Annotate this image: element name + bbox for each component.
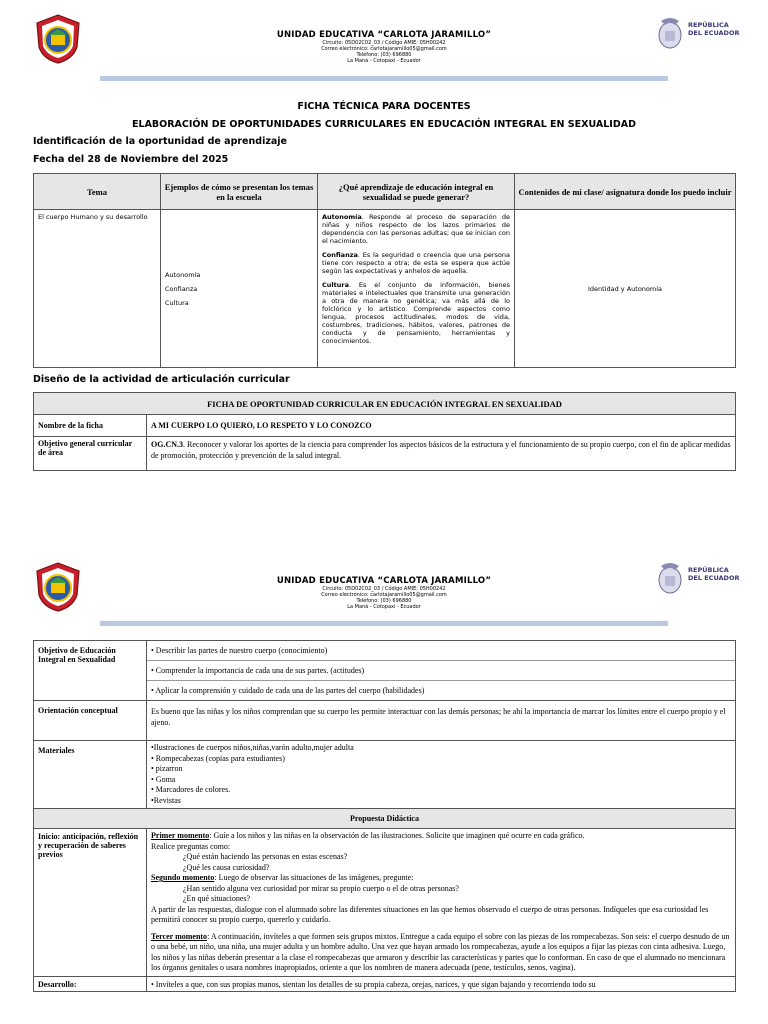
- page-2: [0, 548, 768, 1024]
- term-definition: . Responde al proceso de separación de niñas y niños respecto de los lazos primarios de dependencia con las personas adultas; que se inician con el nacimiento.: [322, 213, 510, 245]
- materials-cell: [147, 741, 736, 809]
- header-text: [200, 30, 568, 64]
- col-header-tema: Tema: [34, 174, 161, 210]
- momento-1-text: : Guíe a los niños y las niñas en la observación de las ilustraciones. Solicite que imaginen qué ocurre en cada gráfico.: [209, 831, 585, 840]
- nombre-label: Nombre de la ficha: [34, 415, 147, 437]
- momento-2-title: Segundo momento: [151, 873, 215, 882]
- ecuador-shield-icon: [655, 560, 685, 598]
- proposal-table: [33, 640, 736, 992]
- obj-item: • Describir las partes de nuestro cuerpo (conocimiento): [147, 641, 735, 661]
- ejemplo-item: Confianza: [165, 284, 198, 293]
- school-name: UNIDAD EDUCATIVA “CARLOTA JARAMILLO”: [276, 30, 492, 40]
- momento-3-text: : A continuación, invíteles a que formen seis grupos mixtos. Entregue a cada equipo el sobre con las piezas de los rompecabezas. Son seis: el cuerpo desnudo de un o una bebé, un niño, una niña, una mujer adulta y un hombre adulto. Una vez que hayan armado los rompecabezas, ayude a los equipos a fijar las piezas con cinta adhesiva. Luego, los niños y las niñas deberán presentar a la clase el rompecabezas que armaron y describir las características y partes que lo conforman. En caso de que el alumnado no mencionara los órganos genitales o usara nombres inapropiados, oriente a que los nombren de manera adecuada (pene, testículos, senos, vagina).: [151, 931, 730, 972]
- document-subtitle: ELABORACIÓN DE OPORTUNIDADES CURRICULARES EN EDUCACIÓN INTEGRAL EN SEXUALIDAD: [132, 119, 636, 130]
- school-name: UNIDAD EDUCATIVA “CARLOTA JARAMILLO”: [276, 576, 492, 586]
- obj-eis-cell: [147, 641, 736, 701]
- orient-text: Es bueno que las niñas y los niños comprendan que su cuerpo les permite interactuar con las demás personas; he ahí la importancia de marcar los límites entre el cuerpo propio y el ajeno.: [147, 701, 736, 741]
- inicio-label: Inicio: anticipación, reflexión y recuperación de saberes previos: [34, 829, 147, 977]
- obj-item: • Comprender la importancia de cada una de sus partes. (actitudes): [147, 661, 735, 681]
- orient-label: Orientación conceptual: [34, 701, 147, 741]
- material-item: • Rompecabezas (copias para estudiantes): [151, 753, 285, 763]
- header-circuit: Circuito: 05D02C02_03 / Código AMIE: 05H00242: [322, 586, 446, 592]
- question-item: ¿Han sentido alguna vez curiosidad por mirar su propio cuerpo o el de otras personas?: [183, 883, 459, 893]
- momento-2-text: : Luego de observar las situaciones de las imágenes, pregunte:: [214, 873, 414, 882]
- document-title: FICHA TÉCNICA PARA DOCENTES: [297, 101, 471, 112]
- desarrollo-label: Desarrollo:: [34, 976, 147, 991]
- date-heading: Fecha del 28 de Noviembre del 2025: [33, 154, 229, 165]
- objetivo-text: . Reconocer y valorar los aportes de la ciencia para comprender los aspectos básicos de la estructura y el funcionamiento de su propio cuerpo, con el fin de aplicar medidas de promoción, protección y prevención de la salud integral.: [151, 440, 731, 460]
- design-heading: Diseño de la actividad de articulación curricular: [33, 374, 290, 385]
- term-label: Confianza: [322, 251, 358, 259]
- republica-line2: DEL ECUADOR: [688, 574, 740, 582]
- header-phone: Teléfono: (03) 696880: [356, 598, 412, 604]
- momento-1-title: Primer momento: [151, 831, 210, 840]
- col-header-contenidos: Contenidos de mi clase/ asignatura donde los puedo incluir: [515, 174, 736, 210]
- material-item: •Ilustraciones de cuerpos niños,niñas,varón adulto,mujer adulta: [151, 743, 354, 752]
- header-phone: Teléfono: (03) 696880: [356, 52, 412, 58]
- republica-line1: REPÚBLICA: [688, 21, 729, 29]
- term-definition: . Es el conjunto de información, bienes materiales e intelectuales que transmite una generación a otra de manera no genética; va más allá de lo folclórico y lo artístico. Comprende aspectos como lengua, procesos actitudinales, modos de vida, costumbres, tradiciones, hábitos, valores, patrones de conducta y de pensamiento, herramientas y conocimientos.: [322, 281, 510, 345]
- cell-tema: El cuerpo Humano y su desarrollo: [34, 210, 161, 368]
- school-logo-icon: [33, 13, 83, 65]
- school-logo-icon: [33, 561, 83, 613]
- cell-contenidos: Identidad y Autonomía: [515, 210, 736, 368]
- momento-2-followup: A partir de las respuestas, dialogue con el alumnado sobre las diferentes situaciones en las que hemos observado el cuerpo de otras personas. Indíqueles que esa curiosidad les permitirá conocer su propio cuerpo, quererlo y cuidarlo.: [151, 904, 709, 924]
- ecuador-logo: [655, 560, 765, 600]
- header-circuit: Circuito: 05D02C02_03 / Código AMIE: 05H00242: [322, 40, 446, 46]
- ejemplo-item: Cultura: [165, 298, 189, 307]
- identification-heading: Identificación de la oportunidad de aprendizaje: [33, 136, 287, 147]
- momento-3-title: Tercer momento: [151, 931, 208, 941]
- momento-1-prompt: Realice preguntas como:: [151, 841, 231, 851]
- republica-line1: REPÚBLICA: [688, 566, 729, 574]
- cell-aprendizajes: [318, 210, 515, 368]
- propuesta-banner: Propuesta Didáctica: [34, 809, 736, 829]
- page-1: [0, 0, 768, 488]
- obj-eis-label: Objetivo de Educación Integral en Sexualidad: [34, 641, 147, 701]
- aprendizaje-cultura: [322, 281, 510, 345]
- material-item: •Revistas: [151, 795, 181, 805]
- desarrollo-text: • Invíteles a que, con sus propias manos, sientan los detalles de su propia cabeza, orejas, narices, y que sigan bajando y recorriendo todo su: [147, 976, 736, 991]
- aprendizaje-autonomia: [322, 213, 510, 245]
- question-item: ¿Qué les causa curiosidad?: [183, 862, 270, 872]
- term-definition: . Es la seguridad o creencia que una persona tiene con respecto a otra; de esta se espera que actúe según las expectativas y anhelos de aquella.: [322, 251, 510, 275]
- ecuador-shield-icon: [655, 15, 685, 53]
- inicio-cell: [147, 829, 736, 977]
- ficha-table: [33, 392, 736, 471]
- col-header-aprendizaje: ¿Qué aprendizaje de educación integral en sexualidad se puede generar?: [318, 174, 515, 210]
- header-divider: [100, 76, 668, 81]
- ecuador-logo: [655, 15, 765, 55]
- republica-text: [688, 566, 740, 582]
- aprendizaje-confianza: [322, 251, 510, 275]
- header-email: Correo electrónico: carlotajaramillo05@gmail.com: [321, 46, 447, 52]
- objetivo-code: OG.CN.3: [151, 440, 183, 449]
- material-item: • pizarron: [151, 764, 183, 773]
- cell-ejemplos: [161, 210, 318, 368]
- material-item: • Marcadores de colores.: [151, 785, 231, 794]
- col-header-ejemplos: Ejemplos de cómo se presentan los temas en la escuela: [161, 174, 318, 210]
- republica-line2: DEL ECUADOR: [688, 29, 740, 37]
- momento-2: [151, 873, 731, 884]
- objetivo-label: Objetivo general curricular de área: [34, 437, 147, 471]
- ejemplo-item: Autonomía: [165, 270, 201, 279]
- objetivo-value: [147, 437, 736, 471]
- page-header: [0, 548, 768, 628]
- header-divider: [100, 621, 668, 626]
- header-location: La Maná - Cotopaxi - Ecuador: [347, 58, 421, 64]
- header-text: [200, 576, 568, 610]
- header-email: Correo electrónico: carlotajaramillo05@gmail.com: [321, 592, 447, 598]
- question-item: ¿Qué están haciendo las personas en estas escenas?: [183, 852, 348, 861]
- material-item: • Goma: [151, 774, 176, 784]
- page-gap: [0, 488, 768, 548]
- republica-text: [688, 21, 740, 37]
- materials-label: Materiales: [34, 741, 147, 809]
- term-label: Autonomía: [322, 213, 362, 221]
- learning-table: [33, 173, 736, 368]
- ficha-banner: FICHA DE OPORTUNIDAD CURRICULAR EN EDUCACIÓN INTEGRAL EN SEXUALIDAD: [34, 393, 736, 415]
- momento-1: [151, 831, 731, 842]
- question-item: ¿En qué situaciones?: [183, 894, 251, 903]
- page-header: [0, 0, 768, 80]
- obj-item: • Aplicar la comprensión y cuidado de cada una de las partes del cuerpo (habilidades): [151, 686, 425, 695]
- nombre-value: A MI CUERPO LO QUIERO, LO RESPETO Y LO CONOZCO: [147, 415, 736, 437]
- term-label: Cultura: [322, 281, 349, 289]
- header-location: La Maná - Cotopaxi - Ecuador: [347, 604, 421, 610]
- momento-3: [151, 932, 731, 974]
